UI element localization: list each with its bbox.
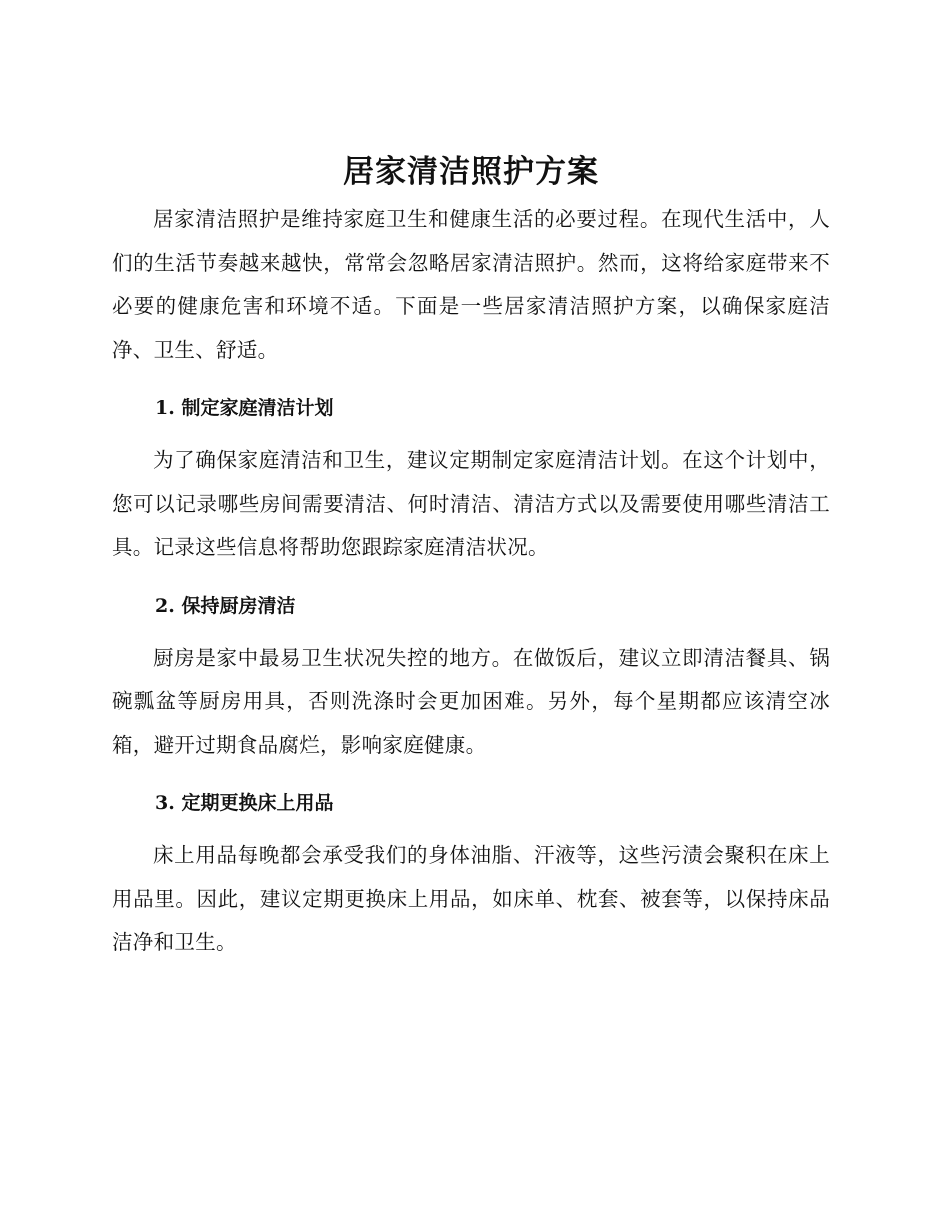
document-content (112, 148, 830, 965)
section-body-plan: 为了确保家庭清洁和卫生，建议定期制定家庭清洁计划。在这个计划中，您可以记录哪些房间需要清洁、何时清洁、清洁方式以及需要使用哪些清洁工具。记录这些信息将帮助您跟踪家庭清洁状况。 (112, 448, 830, 559)
section-heading-kitchen: 2. 保持厨房清洁 (155, 594, 296, 617)
intro-paragraph: 居家清洁照护是维持家庭卫生和健康生活的必要过程。在现代生活中，人们的生活节奏越来越快，常常会忽略居家清洁照护。然而，这将给家庭带来不必要的健康危害和环境不适。下面是一些居家清洁照护方案，以确保家庭洁净、卫生、舒适。 (112, 207, 830, 362)
section-body-bedding: 床上用品每晚都会承受我们的身体油脂、汗液等，这些污渍会聚积在床上用品里。因此，建议定期更换床上用品，如床单、枕套、被套等，以保持床品洁净和卫生。 (112, 843, 830, 954)
document-title: 居家清洁照护方案 (343, 154, 599, 190)
section-body-kitchen: 厨房是家中最易卫生状况失控的地方。在做饭后，建议立即清洁餐具、锅碗瓢盆等厨房用具，否则洗涤时会更加困难。另外，每个星期都应该清空冰箱，避开过期食品腐烂，影响家庭健康。 (112, 645, 830, 757)
section-heading-bedding: 3. 定期更换床上用品 (155, 792, 334, 814)
section-heading-plan: 1. 制定家庭清洁计划 (155, 397, 334, 419)
